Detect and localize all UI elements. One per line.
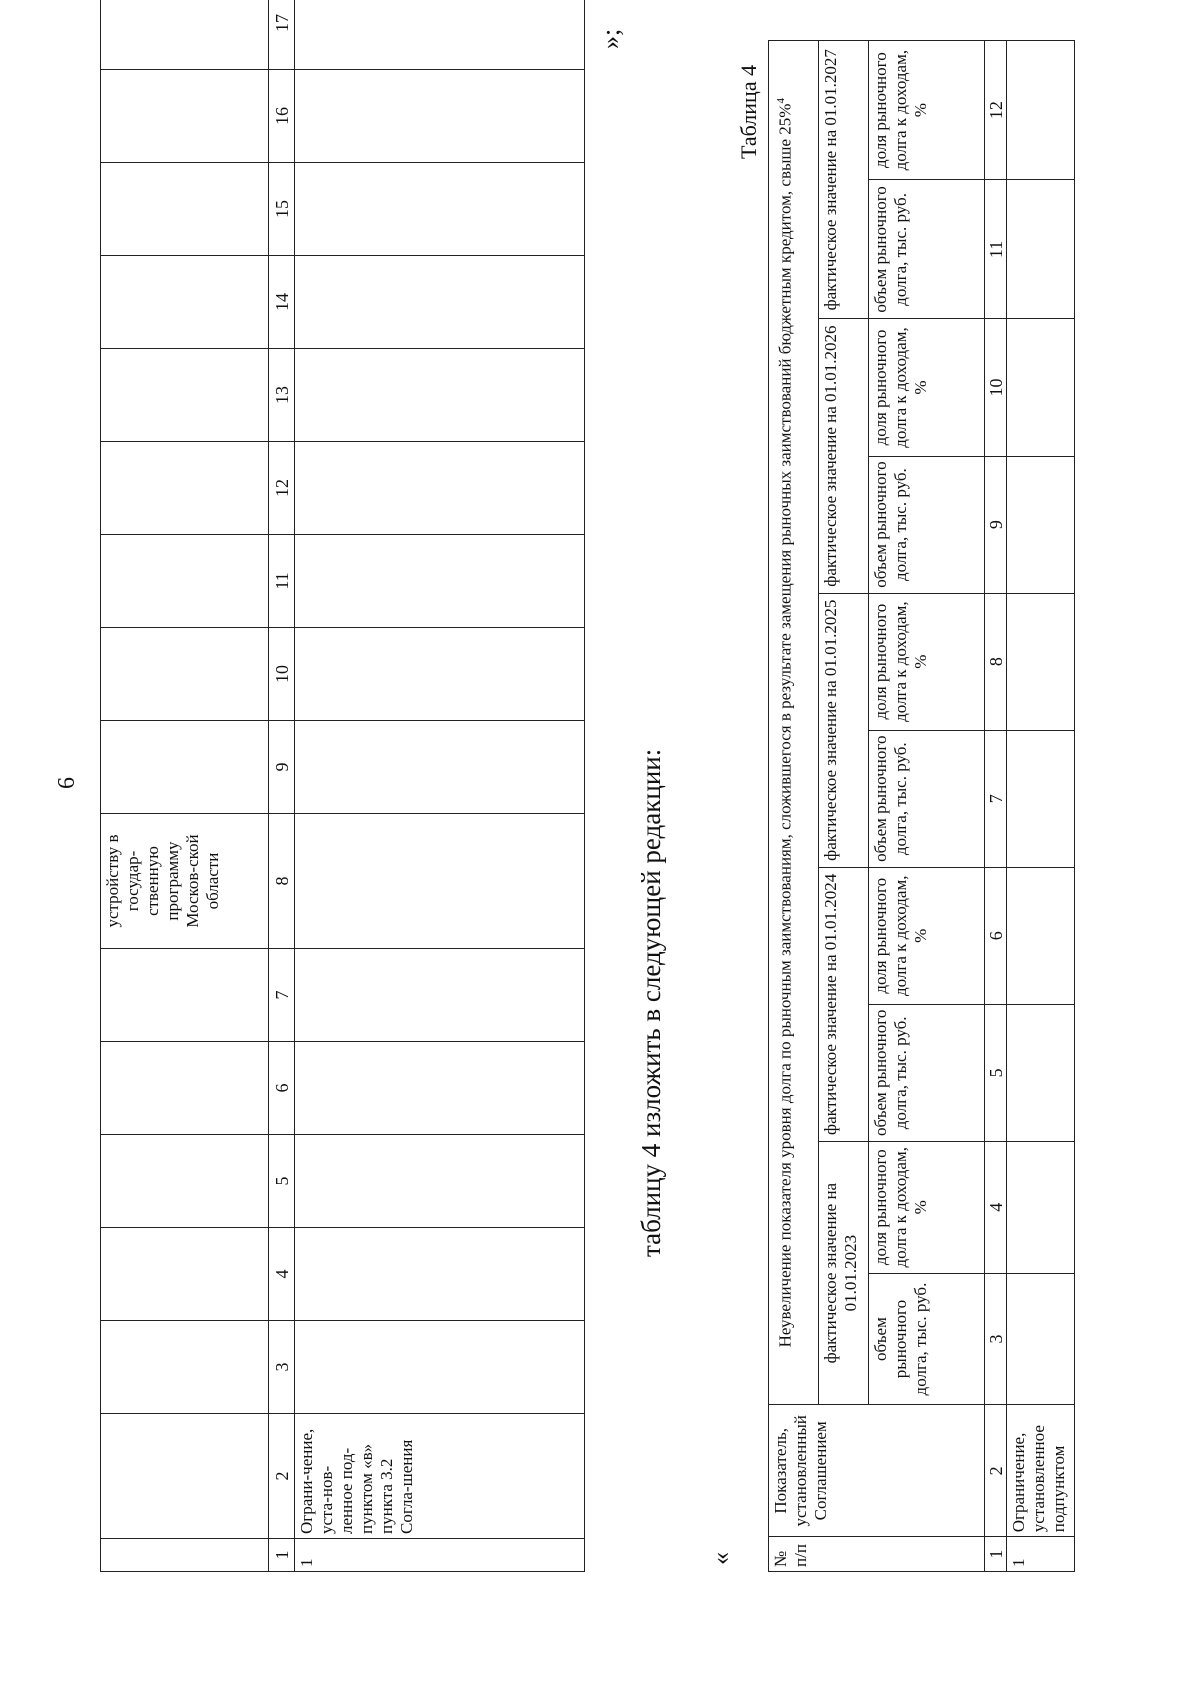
volume-header: объем рыночного долга, тыс. руб. [869,1273,985,1405]
intro-text: таблицу 4 изложить в следующей редакции: [636,748,666,1257]
table-row [295,0,585,1572]
column-number: 1 [985,1537,1007,1572]
column-number: 3 [985,1273,1007,1405]
column-number: 3 [269,1321,295,1414]
column-number-row [985,41,1007,1572]
column-number: 13 [269,349,295,442]
column-number: 12 [985,41,1007,180]
column-number: 7 [269,949,295,1042]
period-header: фактическое значение на 01.01.2025 [819,593,869,867]
volume-header: объем рыночного долга, тыс. руб. [869,1004,985,1141]
table-caption: Таблица 4 [736,64,761,159]
share-header: доля рыночного долга к доходам, % [869,593,985,730]
main-header [769,41,819,1405]
column-number: 8 [985,593,1007,730]
column-number: 9 [269,721,295,814]
sub-header-row [869,41,985,1572]
column-number: 15 [269,163,295,256]
column-number: 8 [269,814,295,949]
column-number: 7 [985,730,1007,867]
row-number: 1 [295,1539,585,1572]
period-header: фактическое значение на 01.01.2024 [819,867,869,1141]
column-number: 1 [269,1539,295,1572]
volume-header: объем рыночного долга, тыс. руб. [869,456,985,593]
column-number: 2 [985,1405,1007,1537]
column-number: 5 [269,1135,295,1228]
column-number: 5 [985,1004,1007,1141]
share-header: доля рыночного долга к доходам, % [869,319,985,456]
page-number: 6 [54,777,80,789]
column-number: 6 [985,867,1007,1004]
share-header: доля рыночного долга к доходам, % [869,41,985,180]
row-indicator: Ограни-чение, уста-нов-ленное под-пунктом «в» пункта 3.2 Согла-шения [295,1414,585,1539]
period-header: фактическое значение на 01.01.2027 [819,41,869,320]
footnote-marker: 4 [775,98,787,104]
column-number: 16 [269,70,295,163]
volume-header: объем рыночного долга, тыс. руб. [869,730,985,867]
continuation-number-row [269,0,295,1572]
closing-quote: »; [596,28,625,49]
continuation-col8-text: устройству в государ-ственную программу Москов-ской области [101,814,269,949]
column-number: 14 [269,256,295,349]
column-number: 4 [269,1228,295,1321]
column-number: 12 [269,442,295,535]
column-number: 17 [269,0,295,70]
column-number: 11 [985,180,1007,319]
row-indicator: Ограничение, установленное подпунктом [1007,1405,1075,1537]
table-4 [768,40,1075,1572]
share-header: доля рыночного долга к доходам, % [869,1141,985,1273]
col-indicator-header: Показатель, установленный Соглашением [769,1405,985,1537]
opening-quote: « [706,1552,735,1565]
continuation-text-row [101,0,269,1572]
column-number: 2 [269,1414,295,1539]
column-number: 10 [985,319,1007,456]
table-row [1007,41,1075,1572]
continuation-table [100,0,585,1572]
period-header: фактическое значение на 01.01.2026 [819,319,869,593]
col-no-header: № п/п [769,1537,985,1572]
column-number: 10 [269,628,295,721]
column-number: 6 [269,1042,295,1135]
table-header-row [769,41,819,1572]
period-header-row [819,41,869,1572]
column-number: 4 [985,1141,1007,1273]
share-header: доля рыночного долга к доходам, % [869,867,985,1004]
period-header: фактическое значение на 01.01.2023 [819,1141,869,1405]
column-number: 11 [269,535,295,628]
volume-header: объем рыночного долга, тыс. руб. [869,180,985,319]
column-number: 9 [985,456,1007,593]
main-header-text: Неувеличение показателя уровня долга по рыночным заимствованиям, сложившегося в результате замещения рыночных заимствований бюджетным кредитом, свыше 25% [775,103,795,1348]
row-number: 1 [1007,1537,1075,1572]
